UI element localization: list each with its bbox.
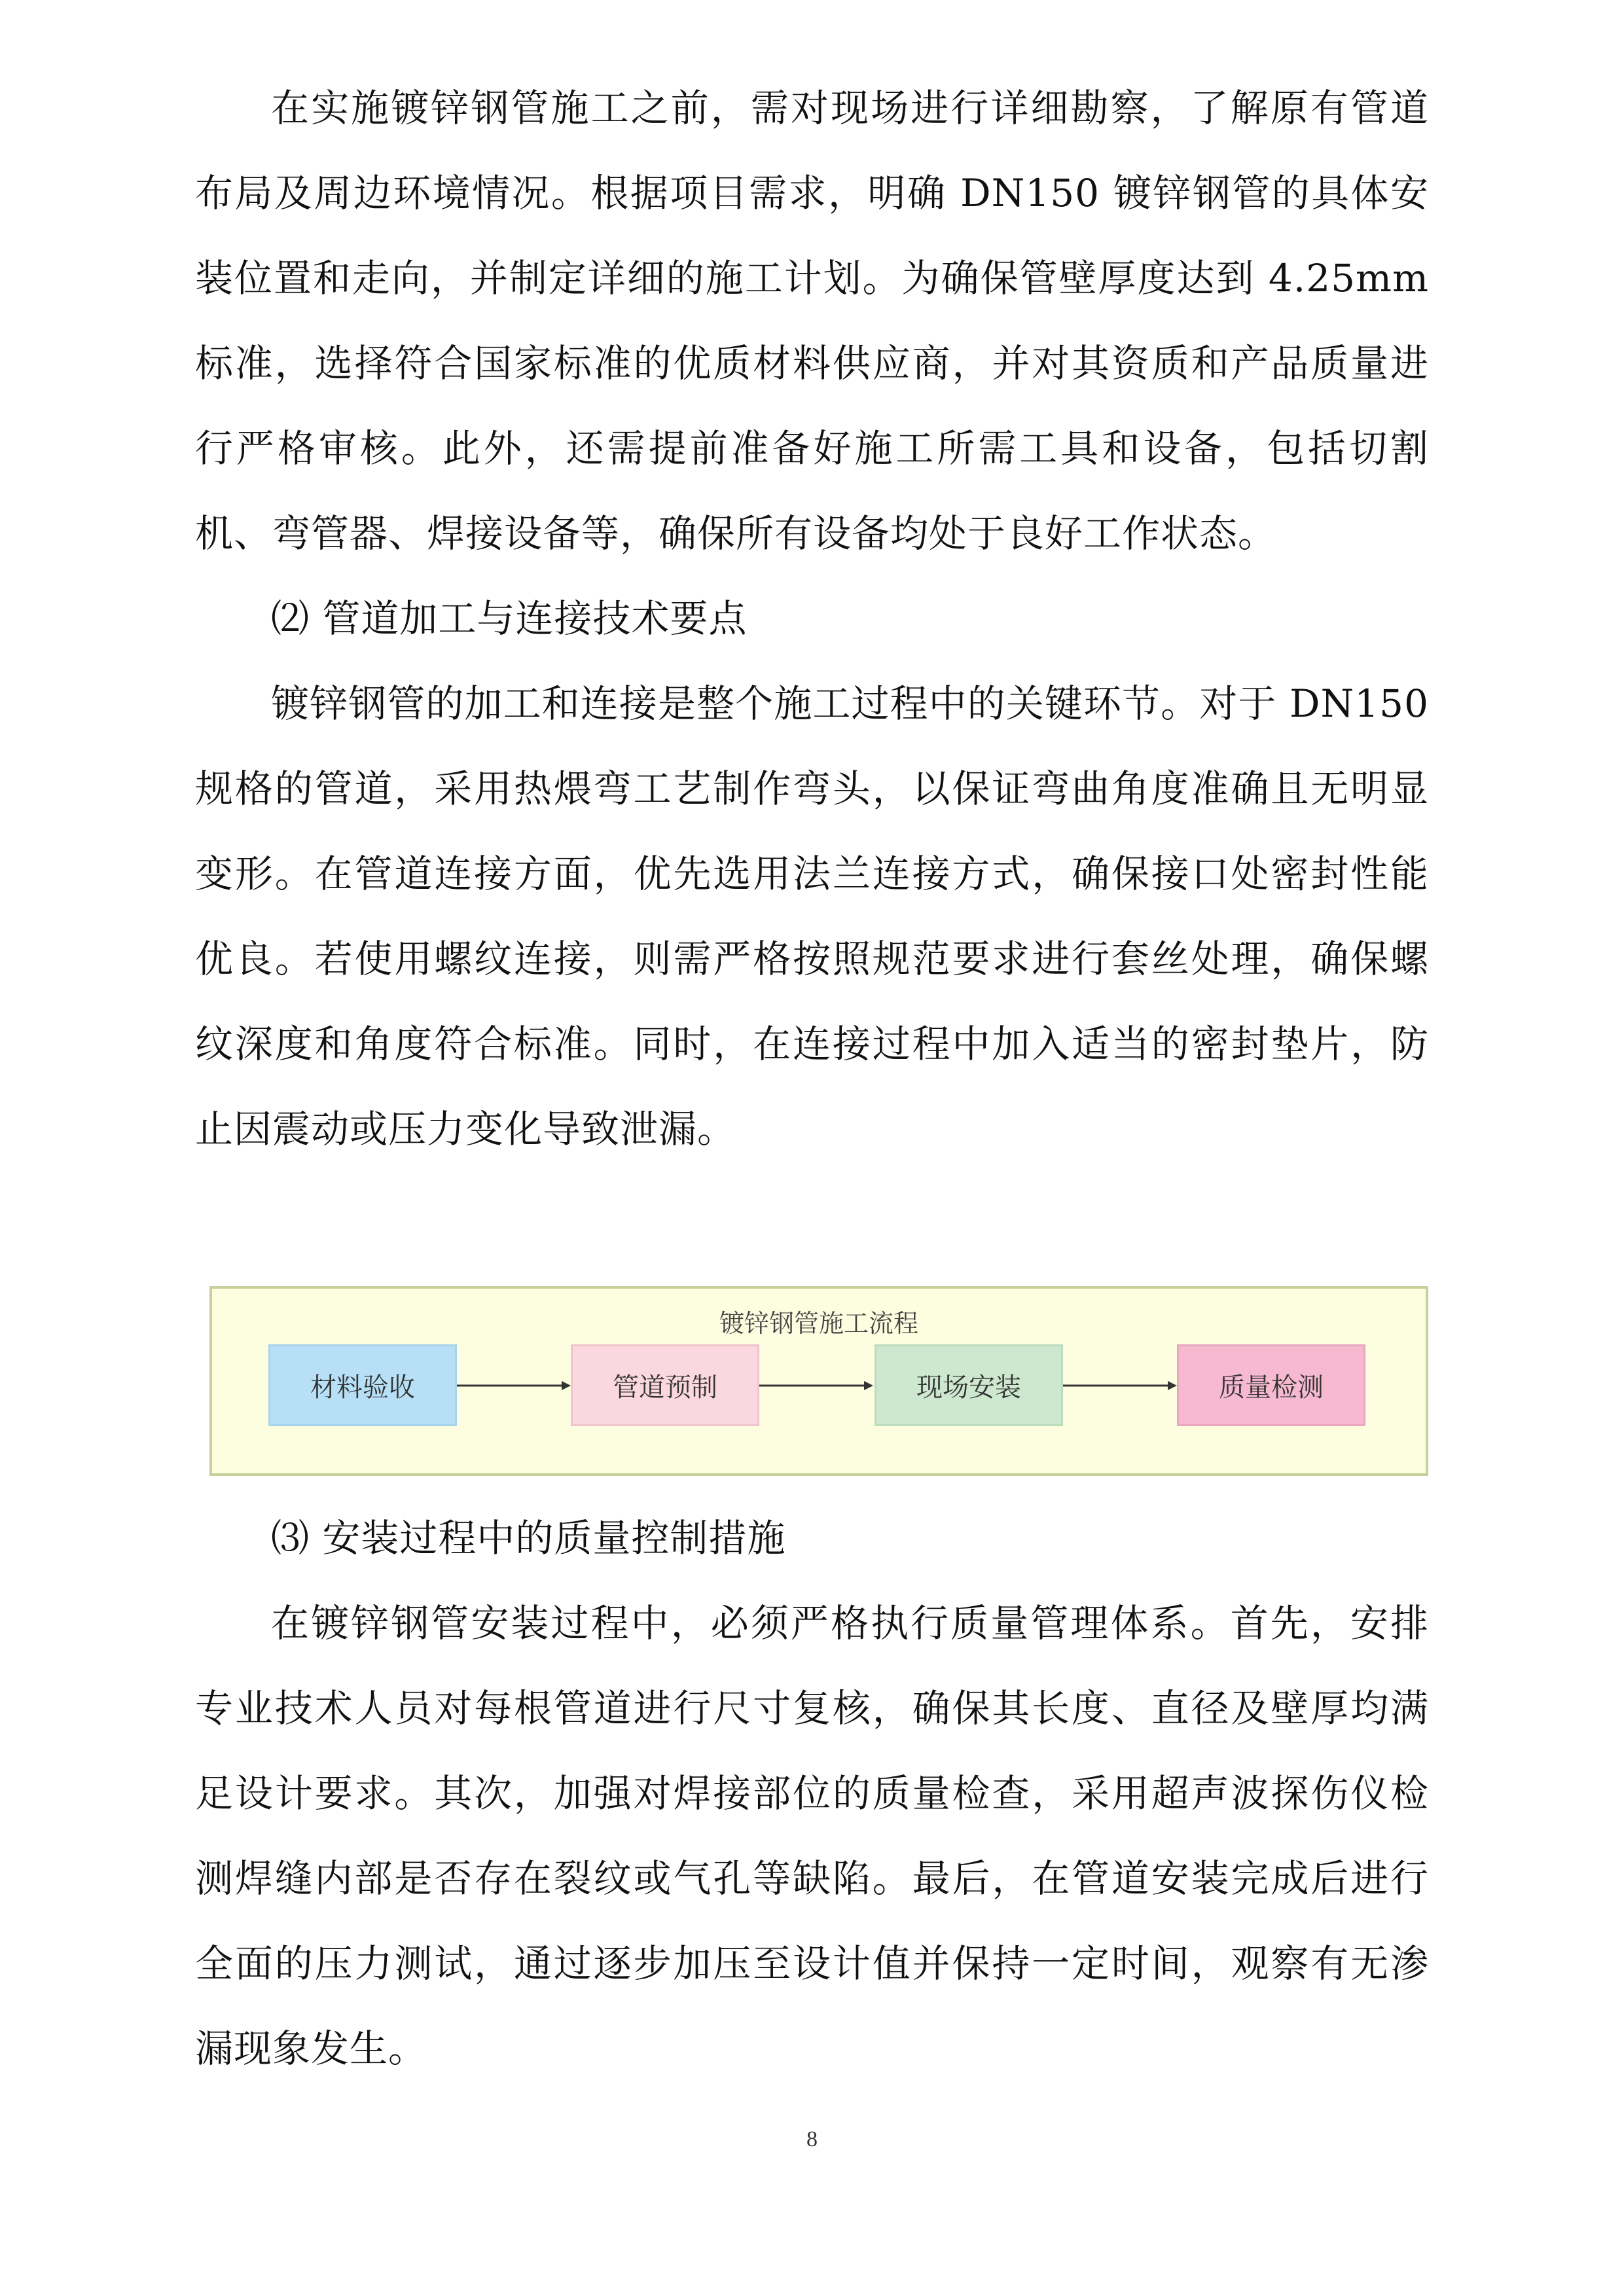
page-number: 8 (806, 2127, 818, 2151)
flow-arrow-icon (759, 1379, 873, 1392)
flow-step-pipe-prefabrication: 管道预制 (571, 1344, 759, 1426)
flow-step-site-installation: 现场安装 (875, 1344, 1063, 1426)
flowchart-title: 镀锌钢管施工流程 (719, 1309, 918, 1338)
paragraph-processing-connection: 镀锌钢管的加工和连接是整个施工过程中的关键环节。对于 DN150 规格的管道，采用热煨弯工艺制作弯头，以保证弯曲角度准确且无明显变形。在管道连接方面，优先选用法兰连接方式，确保接口处密封性能优良。若使用螺纹连接，则需严格按照规范要求进行套丝处理，确保螺纹深度和角度符合标准。同时，在连接过程中加入适当的密封垫片，防止因震动或压力变化导致泄漏。 (195, 681, 1429, 1151)
section-heading-processing: ⑵ 管道加工与连接技术要点 (271, 596, 748, 641)
flow-step-material-inspection: 材料验收 (268, 1344, 457, 1426)
flow-arrow-icon (1063, 1379, 1177, 1392)
paragraph-quality-control: 在镀锌钢管安装过程中，必须严格执行质量管理体系。首先，安排专业技术人员对每根管道进行尺寸复核，确保其长度、直径及壁厚均满足设计要求。其次，加强对焊接部位的质量检查，采用超声波探伤仪检测焊缝内部是否存在裂纹或气孔等缺陷。最后，在管道安装完成后进行全面的压力测试，通过逐步加压至设计值并保持一定时间，观察有无渗漏现象发生。 (195, 1601, 1429, 2071)
flow-arrow-icon (457, 1379, 571, 1392)
text-block-bottom (195, 1496, 1429, 2091)
text-block-top (195, 65, 1429, 1172)
flow-step-quality-testing: 质量检测 (1177, 1344, 1365, 1426)
construction-flowchart (209, 1286, 1428, 1476)
paragraph-site-survey: 在实施镀锌钢管施工之前，需对现场进行详细勘察，了解原有管道布局及周边环境情况。根据项目需求，明确 DN150 镀锌钢管的具体安装位置和走向，并制定详细的施工计划。为确保管壁厚度达到 4.25mm 标准，选择符合国家标准的优质材料供应商，并对其资质和产品质量进行严格审核。此外，还需提前准备好施工所需工具和设备，包括切割机、弯管器、焊接设备等，确保所有设备均处于良好工作状态。 (195, 86, 1429, 556)
section-heading-quality-control: ⑶ 安装过程中的质量控制措施 (271, 1516, 786, 1560)
